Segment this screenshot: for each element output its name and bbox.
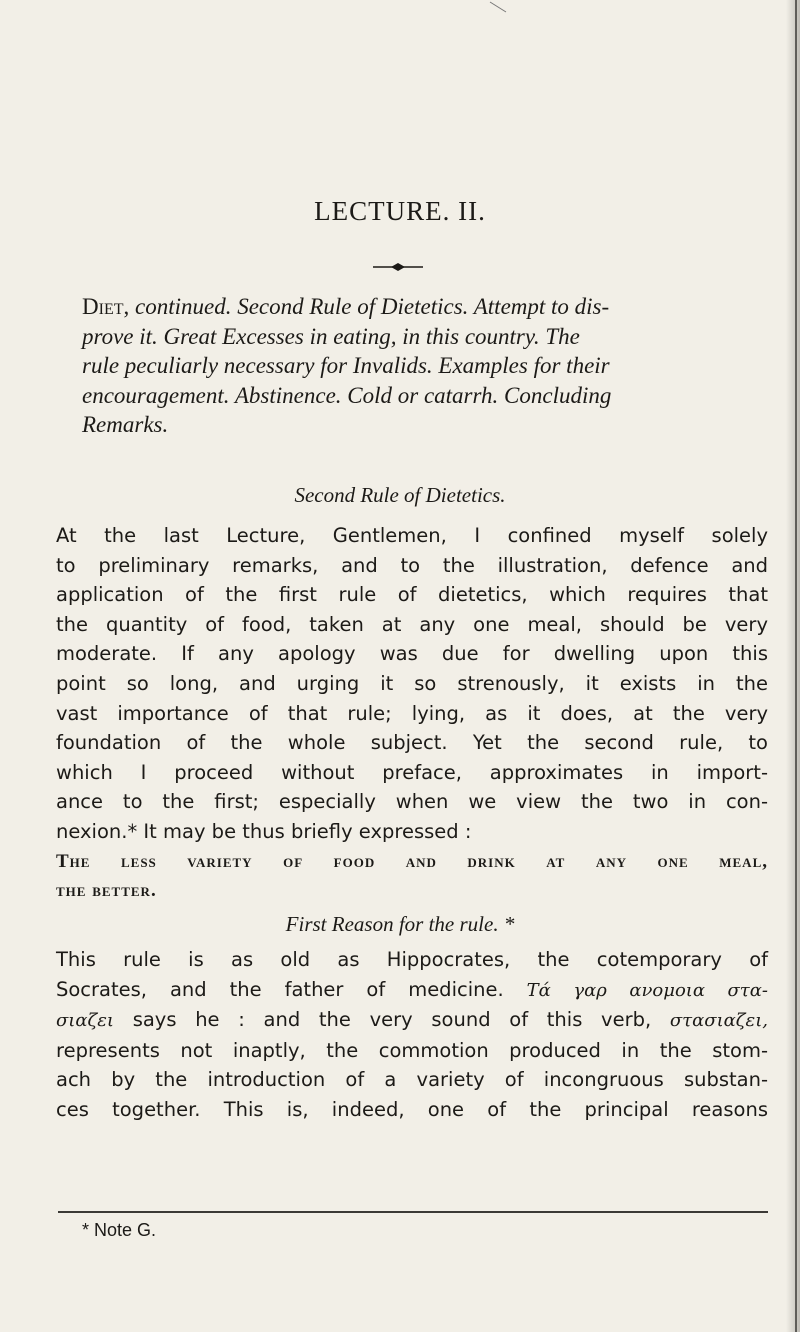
rule-statement-end: the better. <box>56 880 157 902</box>
p2-line-1: This rule is as old as Hippocrates, the cotemporary of <box>56 948 768 971</box>
p1-line-10: ance to the first; especially when we view the two in con- <box>56 790 768 814</box>
p2-line-6: ces together. This is, indeed, one of the principal reasons <box>56 1097 768 1121</box>
p1-line-6: point so long, and urging it so strenously, it exists in the <box>56 671 768 695</box>
p1-line-8: foundation of the whole subject. Yet the second rule, to <box>56 731 768 755</box>
subheading-mark: * <box>503 912 515 936</box>
p2-line-4: represents not inaptly, the commotion produced in the stom- <box>56 1038 768 1062</box>
subheading-first-reason-text: First Reason for the rule. <box>285 912 499 936</box>
footnote-rule <box>58 1211 768 1213</box>
contents-text-1: continued. Second Rule of Dietetics. Attempt to dis- <box>135 294 610 319</box>
p1-line-5: moderate. If any apology was due for dwelling upon this <box>56 642 768 666</box>
p1-line-4: the quantity of food, taken at any one meal, should be very <box>56 612 768 636</box>
lecture-heading: LECTURE. II. <box>314 196 486 226</box>
p2-line-2 <box>56 975 768 1006</box>
p1-line-11: nexion.* It may be thus briefly expressed : <box>56 819 472 843</box>
p2-line-2-text: Socrates, and the father of medicine. <box>56 977 504 1001</box>
contents-line-3: rule peculiarly necessary for Invalids. Examples for their <box>82 353 610 379</box>
contents-line-5: Remarks. <box>82 412 169 438</box>
subheading-first-reason <box>0 912 800 937</box>
contents-line-2: prove it. Great Excesses in eating, in this country. The <box>82 323 580 349</box>
greek-verb: στασιαζει, <box>669 1010 768 1032</box>
greek-quote-end: σιαζει <box>56 1010 114 1032</box>
greek-quote: Τά γαρ ανομοια στα- <box>526 979 768 1001</box>
paragraph-2 <box>56 945 768 1125</box>
footnote: * Note G. <box>82 1220 157 1240</box>
p2-line-3-text: says he : and the very sound of this verb, <box>132 1008 652 1032</box>
p1-line-2: to preliminary remarks, and to the illustration, defence and <box>56 553 768 577</box>
p1-line-3: application of the first rule of dietetics, which requires that <box>56 583 768 607</box>
subheading-second-rule: Second Rule of Dietetics. <box>294 483 506 507</box>
page-corner-mark <box>486 0 526 14</box>
chapter-contents <box>82 292 772 440</box>
rule-statement: The less variety of food and drink at any one meal, <box>56 850 768 872</box>
contents-line-1 <box>82 292 772 322</box>
paragraph-1 <box>56 521 768 906</box>
p1-line-7: vast importance of that rule; lying, as it does, at the very <box>56 701 768 725</box>
contents-lead: Diet, <box>82 294 130 319</box>
p1-line-9: which I proceed without preface, approximates in import- <box>56 760 768 784</box>
p2-line-5: ach by the introduction of a variety of incongruous substan- <box>56 1068 768 1092</box>
contents-line-4: encouragement. Abstinence. Cold or catarrh. Concluding <box>82 382 612 408</box>
divider-ornament <box>373 262 423 272</box>
p1-line-1: At the last Lecture, Gentlemen, I confined myself solely <box>56 524 768 547</box>
p2-line-3 <box>56 1005 768 1036</box>
